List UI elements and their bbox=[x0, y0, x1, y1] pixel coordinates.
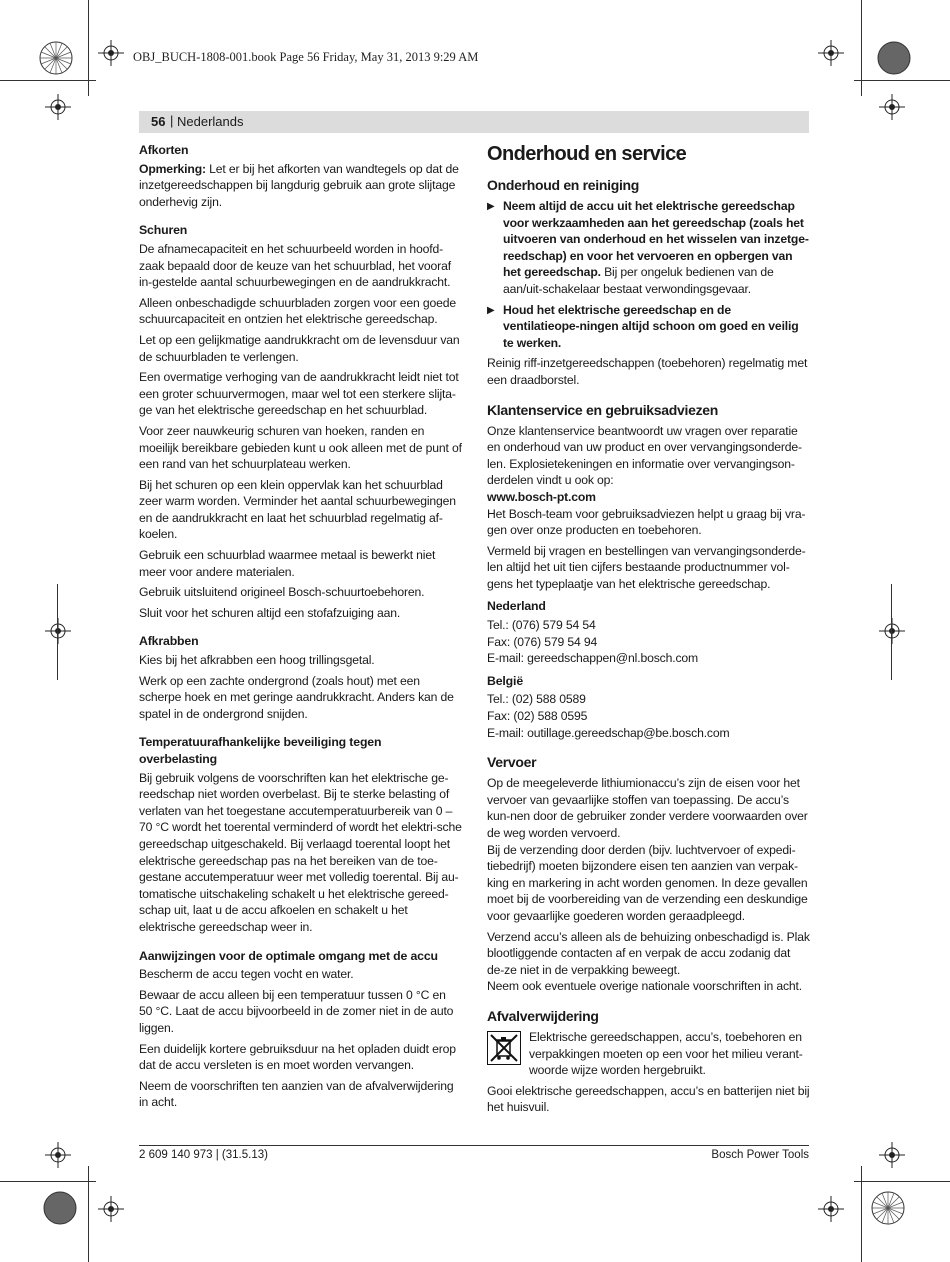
paragraph: Werk op een zachte ondergrond (zoals hout) met een scherpe hoek en met geringe aandrukkracht. Anders kan de spatel in de ondergrond snijden. bbox=[139, 673, 454, 721]
paragraph: Verzend accu’s alleen als de behuizing onbeschadigd is. Plak blootliggende contacten af en verpak de accu zodanig dat de-ze niet in de verpakking beweegt. bbox=[487, 929, 810, 977]
print-info: OBJ_BUCH-1808-001.book Page 56 Friday, May 31, 2013 9:29 AM bbox=[133, 50, 479, 64]
crosshair-mark-icon bbox=[45, 94, 71, 120]
recycling-notice bbox=[487, 1029, 810, 1079]
paragraph: Gebruik uitsluitend origineel Bosch-schuurtoebehoren. bbox=[139, 585, 425, 600]
contact-nederland bbox=[487, 598, 810, 666]
header-language: Nederlands bbox=[177, 114, 244, 129]
bullet-text: Bij per ongeluk bedienen van de aan/uit-schakelaar bestaat verwondingsgevaar. bbox=[503, 265, 774, 296]
crosshair-mark-icon bbox=[818, 1196, 844, 1222]
paragraph: Bij de verzending door derden (bijv. luchtvervoer of expedi-tiebedrijf) moeten bijzondere eisen ten aanzien van verpak-king en markering in acht worden genomen. In deze gevallen moet bij de voorbereiding van de verzending een deskundige voor gevaarlijke goederen worden geraadpleegd. bbox=[487, 842, 808, 923]
paragraph: Vermeld bij vragen en bestellingen van vervangingsonderde-len altijd het uit tien cijfers bestaande productnummer vol-gens het typeplaatje van het elektrische gereedschap. bbox=[487, 543, 806, 591]
section-title-schuren: Schuren bbox=[139, 223, 188, 238]
crossed-bin-icon bbox=[487, 1031, 521, 1065]
contact-tel: Tel.: (076) 579 54 54 bbox=[487, 618, 596, 633]
paragraph: Bescherm de accu tegen vocht en water. bbox=[139, 967, 354, 982]
registration-mark-icon bbox=[874, 38, 914, 78]
bullet-item bbox=[487, 198, 810, 298]
bullet-item bbox=[487, 302, 810, 352]
country-name: Nederland bbox=[487, 599, 546, 614]
triangle-bullet-icon: ▶ bbox=[487, 201, 495, 212]
bullet-bold-text: Houd het elektrische gereedschap en de ventilatieope-ningen altijd schoon om goed en veilig te werken. bbox=[503, 302, 799, 350]
section-title-afkrabben: Afkrabben bbox=[139, 634, 199, 649]
crosshair-mark-icon bbox=[879, 94, 905, 120]
paragraph: Neem ook eventuele overige nationale voorschriften in acht. bbox=[487, 979, 802, 994]
paragraph: Alleen onbeschadigde schuurbladen zorgen voor een goede schuurcapaciteit en ontzien het elektrische gereedschap. bbox=[139, 295, 456, 327]
paragraph: De afnamecapaciteit en het schuurbeeld worden in hoofd-zaak bepaald door de keuze van het schuurblad, het vooraf in-gestelde aantal schuurbewegingen en de aandrukkracht. bbox=[139, 241, 451, 290]
registration-mark-icon bbox=[40, 1188, 80, 1228]
paragraph: Bewaar de accu alleen bij een temperatuur tussen 0 °C en 50 °C. Laat de accu bijvoorbeeld in de zomer niet in de auto liggen. bbox=[139, 987, 454, 1035]
paragraph: Voor zeer nauwkeurig schuren van hoeken, randen en moeilijk bereikbare gebieden kunt u ook alleen met de punt of een rand van het schuurplateau werken. bbox=[139, 423, 462, 472]
note-text: Let er bij het afkorten van wandtegels op dat de inzetgereedschappen bij langdurig gebruik aan grote slijtage onderhevig zijn. bbox=[139, 161, 459, 209]
afkorten-note bbox=[139, 161, 462, 211]
crosshair-mark-icon bbox=[879, 618, 905, 644]
paragraph: Gebruik een schuurblad waarmee metaal is bewerkt niet meer voor andere materialen. bbox=[139, 548, 436, 579]
paragraph bbox=[487, 423, 810, 489]
note-label: Opmerking: bbox=[139, 161, 206, 176]
main-title: Onderhoud en service bbox=[487, 143, 687, 165]
registration-mark-icon bbox=[868, 1188, 908, 1228]
paragraph: Gooi elektrische gereedschappen, accu’s en batterijen niet bij het huisvuil. bbox=[487, 1083, 810, 1115]
section-title-afkorten: Afkorten bbox=[139, 143, 189, 157]
contact-email[interactable]: E-mail: gereedschappen@nl.bosch.com bbox=[487, 651, 699, 666]
crosshair-mark-icon bbox=[45, 618, 71, 644]
left-column bbox=[139, 142, 462, 1115]
section-title-temperatuur: Temperatuurafhankelijke beveiliging tegen overbelasting bbox=[139, 735, 382, 766]
crop-line bbox=[854, 1181, 950, 1182]
bullet-bold-text: Neem altijd de accu uit het elektrische gereedschap voor werkzaamheden aan het gereedschap (zoals het uitvoeren van onderhoud en het wisselen van inzetge-reedschap) en voor het vervoeren en opbergen van het gereedschap. bbox=[503, 199, 809, 280]
crosshair-mark-icon bbox=[45, 1142, 71, 1168]
country-name: België bbox=[487, 673, 524, 688]
klantenservice-text: Onze klantenservice beantwoordt uw vragen over reparatie en onderhoud van uw product en over vervangingsonderde-len. Explosietekeningen en informatie over vervangingson-derdelen vindt u ook op: bbox=[487, 423, 802, 488]
footer-doc-number: 2 609 140 973 | (31.5.13) bbox=[139, 1149, 268, 1161]
crop-line bbox=[0, 80, 96, 81]
section-title-aanwijzingen: Aanwijzingen voor de optimale omgang met de accu bbox=[139, 948, 438, 963]
header-separator: | bbox=[170, 113, 174, 128]
paragraph: Sluit voor het schuren altijd een stofafzuiging aan. bbox=[139, 605, 401, 620]
crop-line bbox=[854, 80, 950, 81]
contact-tel: Tel.: (02) 588 0589 bbox=[487, 692, 586, 707]
paragraph: Bij gebruik volgens de voorschriften kan het elektrische ge-reedschap niet worden overbelast. Bij te sterke belasting of verlaten van het toegestane accutemperatuurbereik van 0 – 70 °C wordt het toerental verminderd of wordt het elektri-sche gereedschap uitgeschakeld. Bij verlaagd toerental loopt het elektrische gereedschap pas na het bereiken van de toe-gestane accutemperatuur weer met volledig toerental. Bij au-tomatische uitschakeling schakelt u het elektrische gereed-schap uit, laat u de accu afkoelen en schakelt u het elektrische gereedschap weer in. bbox=[139, 770, 462, 934]
crosshair-mark-icon bbox=[818, 40, 844, 66]
crosshair-mark-icon bbox=[98, 1196, 124, 1222]
paragraph: Op de meegeleverde lithiumionaccu’s zijn de eisen voor het vervoer van gevaarlijke stoffen van toepassing. De accu’s kun-nen door de gebruiker zonder verdere voorwaarden over de weg worden vervoerd. bbox=[487, 776, 808, 840]
section-title-vervoer: Vervoer bbox=[487, 754, 537, 771]
paragraph: Het Bosch-team voor gebruiksadviezen helpt u graag bij vra-gen over onze producten en toebehoren. bbox=[487, 506, 806, 538]
footer-brand: Bosch Power Tools bbox=[711, 1149, 809, 1161]
contact-belgie bbox=[487, 673, 810, 741]
paragraph: Bij het schuren op een klein oppervlak kan het schuurblad zeer warm worden. Verminder het aantal schuurbewegingen en de aandrukkracht en laat het schuurblad regelmatig af-koelen. bbox=[139, 477, 456, 542]
crosshair-mark-icon bbox=[879, 1142, 905, 1168]
website-link[interactable]: www.bosch-pt.com bbox=[487, 489, 596, 504]
crop-line bbox=[57, 584, 58, 680]
footer-divider bbox=[139, 1145, 809, 1146]
page-number: 56 bbox=[151, 114, 166, 129]
contact-fax: Fax: (076) 579 54 94 bbox=[487, 634, 598, 649]
paragraph: Reinig riff-inzetgereedschappen (toebehoren) regelmatig met een draadborstel. bbox=[487, 356, 808, 387]
paragraph: Let op een gelijkmatige aandrukkracht om de levensduur van de schuurbladen te verlengen. bbox=[139, 332, 460, 364]
paragraph: Neem de voorschriften ten aanzien van de afvalverwijdering in acht. bbox=[139, 1078, 454, 1110]
crop-line bbox=[0, 1181, 96, 1182]
paragraph: Een overmatige verhoging van de aandrukkracht leidt niet tot een groter schuurvermogen, maar wel tot een sterkere slijta-ge van het elektrische gereedschap en het schuurblad. bbox=[139, 370, 459, 418]
crop-line bbox=[88, 0, 89, 96]
section-title-onderhoud: Onderhoud en reiniging bbox=[487, 177, 640, 193]
page-header bbox=[139, 111, 809, 133]
crop-line bbox=[891, 584, 892, 680]
recycling-text: Elektrische gereedschappen, accu’s, toebehoren en verpakkingen moeten op een voor het milieu verant-woorde wijze worden hergebruikt. bbox=[529, 1029, 803, 1078]
contact-email[interactable]: E-mail: outillage.gereedschap@be.bosch.com bbox=[487, 725, 730, 740]
crop-line bbox=[861, 0, 862, 96]
triangle-bullet-icon: ▶ bbox=[487, 304, 495, 316]
contact-fax: Fax: (02) 588 0595 bbox=[487, 709, 588, 724]
paragraph: Kies bij het afkrabben een hoog trillingsgetal. bbox=[139, 653, 375, 668]
paragraph: Een duidelijk kortere gebruiksduur na het opladen duidt erop dat de accu versleten is en moet worden vervangen. bbox=[139, 1041, 456, 1073]
section-title-klantenservice: Klantenservice en gebruiksadviezen bbox=[487, 401, 719, 418]
crosshair-mark-icon bbox=[98, 40, 124, 66]
right-column bbox=[487, 142, 810, 1120]
section-title-afval: Afvalverwijdering bbox=[487, 1007, 599, 1024]
registration-mark-icon bbox=[36, 38, 76, 78]
